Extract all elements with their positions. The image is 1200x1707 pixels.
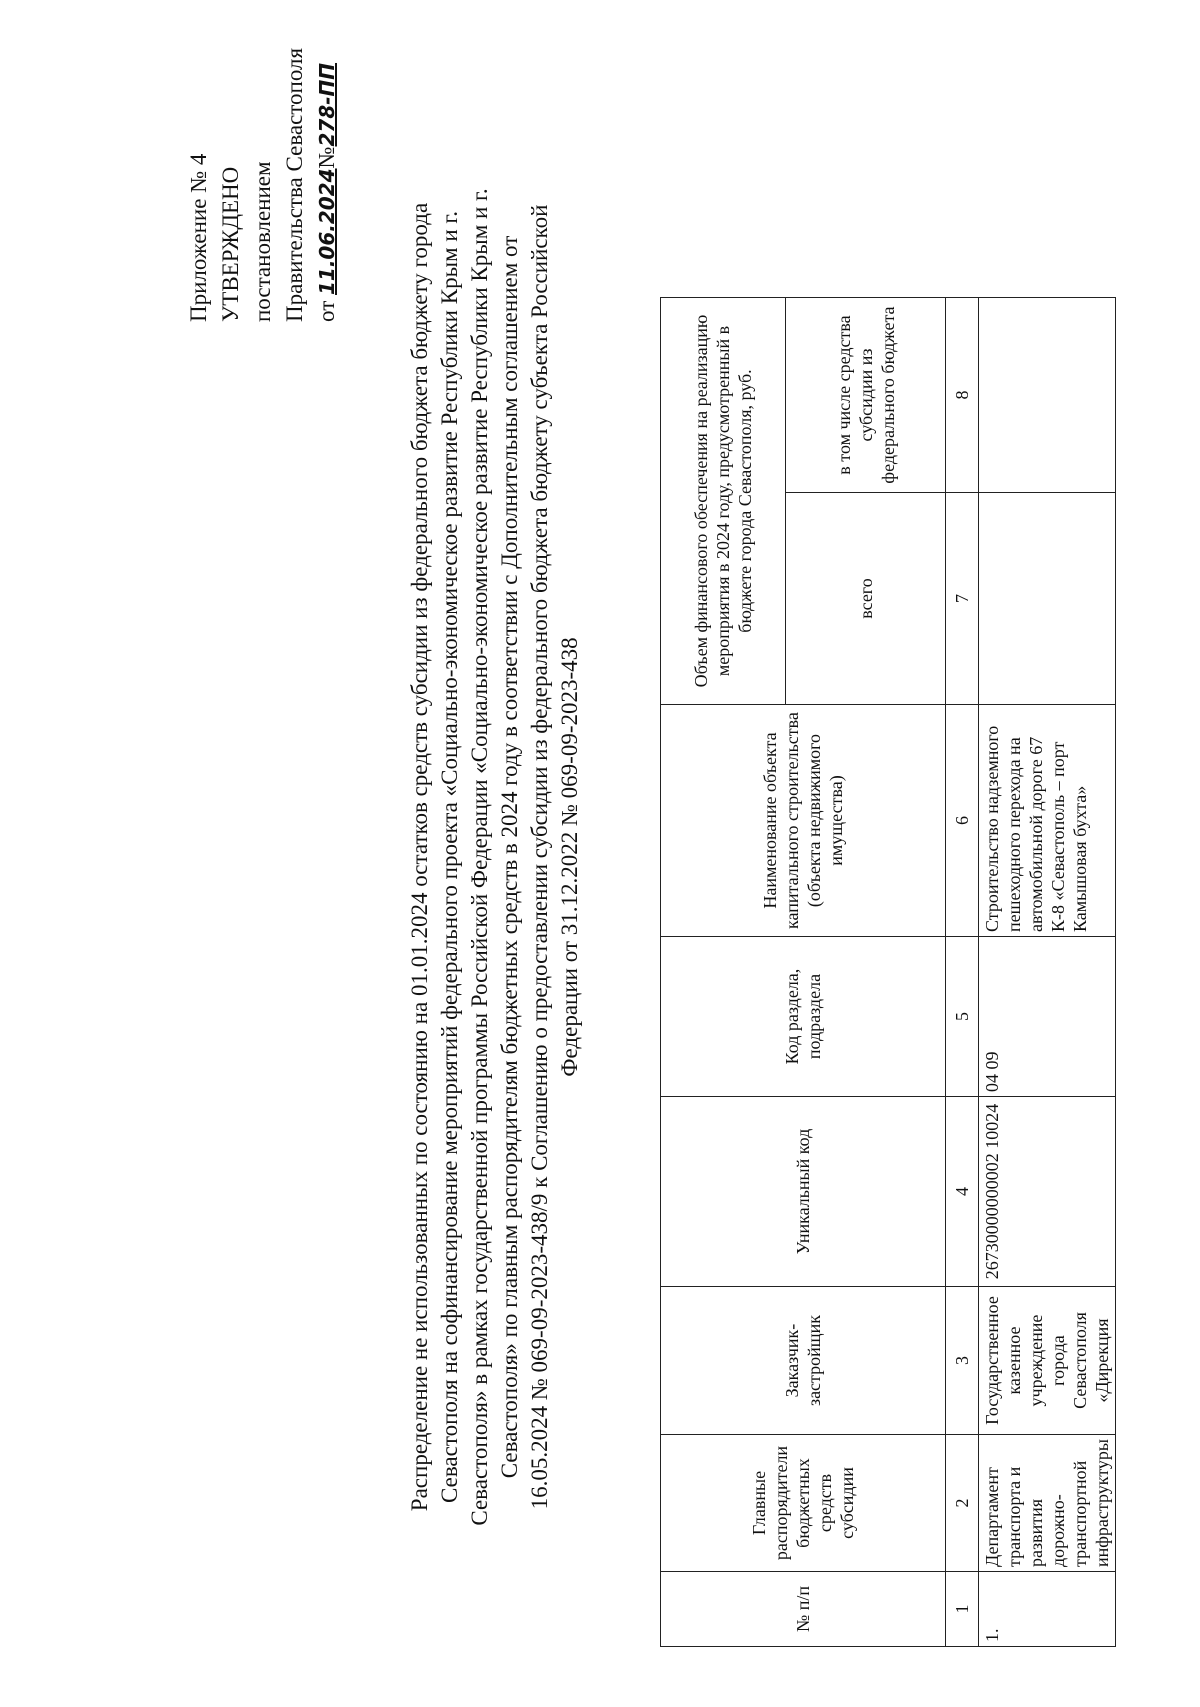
table-row (979, 298, 1116, 1647)
number-sign: № (314, 146, 339, 169)
column-number: 4 (946, 1097, 979, 1287)
header-num: № п/п (661, 1572, 946, 1647)
column-number: 2 (946, 1435, 979, 1572)
row-distributor: Департамент транспорта и развития дорожно-транспортной инфраструктуры (979, 1435, 1116, 1572)
row-num: 1. (979, 1572, 1116, 1647)
government-label: Правительства Севастополя (282, 47, 307, 322)
column-number: 3 (946, 1287, 979, 1435)
header-financing: Объем финансового обеспечения на реализацию мероприятия в 2024 году, предусмотренный в бюджете города Севастополя, руб. (661, 298, 786, 705)
appendix-number: Приложение № 4 (186, 153, 211, 322)
row-object-name: Строительство надземного пешеходного перехода на автомобильной дороге 67 К-8 «Севастополь – порт Камышовая бухта» (979, 705, 1116, 937)
column-number: 8 (946, 298, 979, 493)
document-title: Распределение не использованных по состоянию на 01.01.2024 остатков средств субсидии из федерального бюджета бюджету города Севастополя на софинансирование мероприятий федерального проекта «Социально-экономическое развитие Республики Крым и г. Севастополя» в рамках государственной программы Российской Федерации «Социально-экономическое развитие Республики Крым и г. Севастополя» по главным распорядителям бюджетных средств в 2024 году в соответствии с Дополнительным соглашением от 16.05.2024 № 069-09-2023-438/9 к Соглашению о предоставлении субсидии из федерального бюджета бюджету субъекта Российской Федерации от 31.12.2022 № 069-09-2023-438 (407, 188, 582, 1526)
column-number-row (946, 298, 979, 1647)
header-object-name: Наименование объекта капитального строительства (объекта недвижимого имущества) (661, 705, 946, 937)
row-customer: Государственное казенное учреждение города Севастополя «Дирекция (979, 1287, 1116, 1435)
approval-date-line (311, 2, 343, 322)
date-prefix: от (314, 300, 339, 322)
approval-block (183, 2, 343, 322)
column-number: 1 (946, 1572, 979, 1647)
column-number: 7 (946, 493, 979, 705)
header-unique-code: Уникальный код (661, 1097, 946, 1287)
row-unique-code: 26730000000002 10024 (979, 1097, 1116, 1287)
header-federal: в том числе средства субсидии из федерального бюджета (786, 298, 946, 493)
approved-label: УТВЕРЖДЕНО (218, 166, 243, 322)
row-section-code: 04 09 (979, 937, 1116, 1097)
header-distributors: Главные распорядители бюджетных средств субсидии (661, 1435, 946, 1572)
header-customer: Заказчик-застройщик (661, 1287, 946, 1435)
header-total: всего (786, 493, 946, 705)
column-number: 6 (946, 705, 979, 937)
column-number: 5 (946, 937, 979, 1097)
handwritten-date: 11.06.2024 (315, 168, 339, 295)
header-section-code: Код раздела, подраздела (661, 937, 946, 1097)
distribution-table (660, 297, 1116, 1647)
row-federal (979, 298, 1116, 493)
handwritten-number: 278-ПП (315, 62, 339, 147)
row-total (979, 493, 1116, 705)
resolution-label: постановлением (250, 161, 275, 322)
